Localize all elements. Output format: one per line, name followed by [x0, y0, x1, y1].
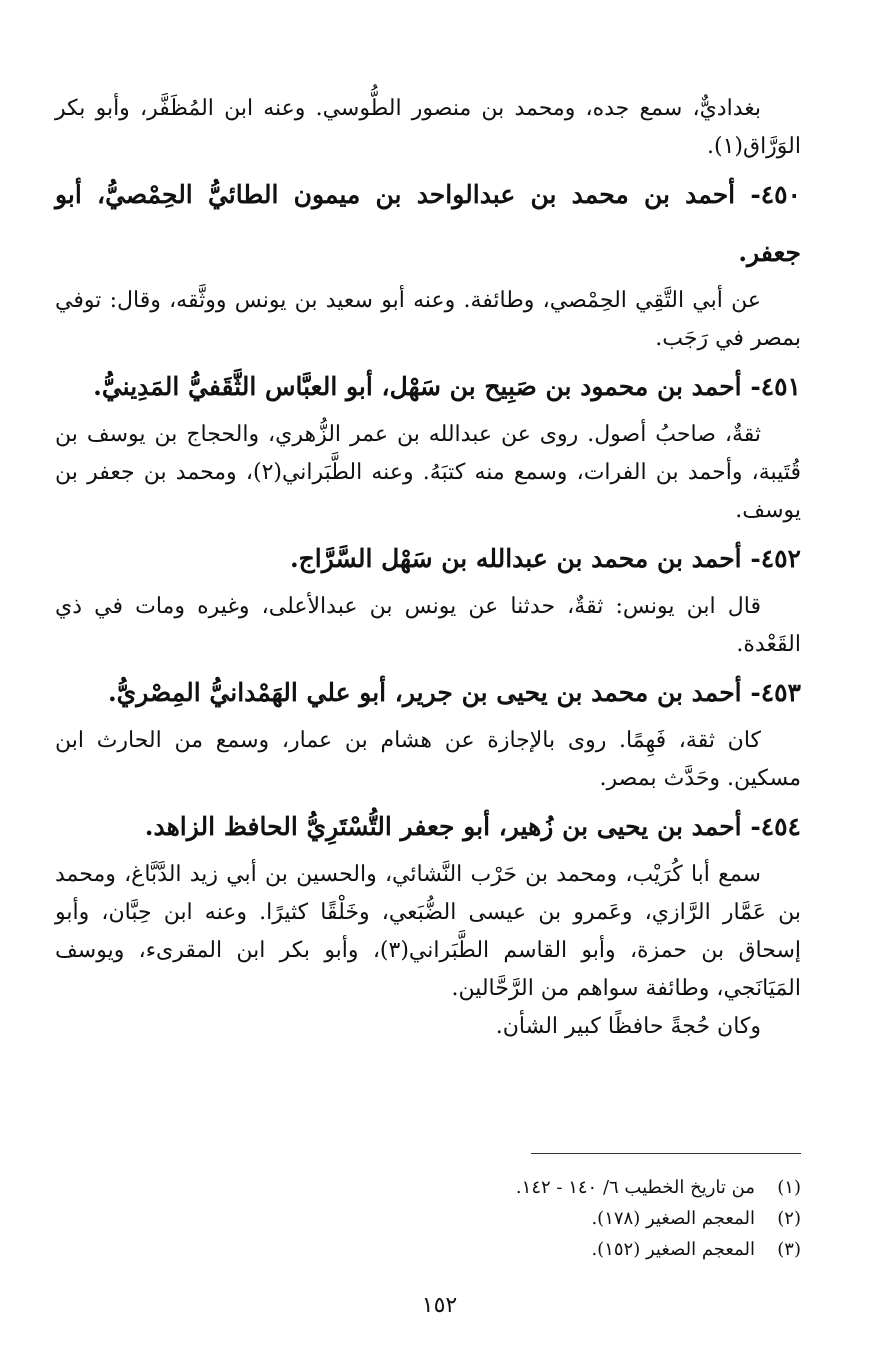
entry-453-text: كان ثقة، فَهِمًا. روى بالإجازة عن هشام بن عمار، وسمع من الحارث ابن مسكين. وحَدَّث بمصر.: [55, 728, 801, 791]
footnotes: [301, 1172, 801, 1265]
entry-453-heading: ٤٥٣- أحمد بن محمد بن يحيى بن جرير، أبو علي الهَمْدانيُّ المِصْريُّ.: [107, 678, 801, 707]
entry-454-heading: ٤٥٤- أحمد بن يحيى بن زُهير، أبو جعفر التُّسْتَرِيُّ الحافظ الزاهد.: [144, 812, 801, 841]
entry-450-heading: ٤٥٠- أحمد بن محمد بن عبدالواحد بن ميمون الطائيُّ الحِمْصيُّ، أبو جعفر.: [55, 180, 801, 267]
footnote-text: المعجم الصغير (١٥٢).: [591, 1239, 755, 1260]
footnote-number: (٢): [777, 1208, 801, 1229]
footnote-text: المعجم الصغير (١٧٨).: [591, 1208, 755, 1229]
entry-452-text: قال ابن يونس: ثقةٌ، حدثنا عن يونس بن عبدالأعلى، وغيره ومات في ذي القَعْدة.: [55, 594, 801, 657]
entry-452-heading: ٤٥٢- أحمد بن محمد بن عبدالله بن سَهْل السَّرَّاج.: [289, 544, 801, 573]
footnote-text: من تاريخ الخطيب ٦/ ١٤٠ - ١٤٢.: [515, 1177, 755, 1198]
footnote-number: (٣): [777, 1239, 801, 1260]
entry-451-text: ثقةٌ، صاحبُ أصول. روى عن عبدالله بن عمر الزُّهري، والحجاج بن يوسف بن قُتَيبة، وأحمد بن الفرات، وسمع منه كتبَهُ. وعنه الطَّبَراني(٢)، ومحمد بن جعفر بن يوسف.: [55, 422, 801, 523]
footnote-2: [301, 1203, 801, 1234]
footnote-divider: [531, 1153, 801, 1154]
footnote-3: [301, 1234, 801, 1265]
entry-454-closing: وكان حُجةً حافظًا كبير الشأن.: [495, 1014, 761, 1039]
entry-449-continuation: بغداديٌّ، سمع جده، ومحمد بن منصور الطُّوسي. وعنه ابن المُظَفَّر، وأبو بكر الوَرَّاق(١).: [55, 96, 801, 159]
footnote-number: (١): [777, 1177, 801, 1198]
entry-450-text: عن أبي التَّقِي الحِمْصي، وطائفة. وعنه أبو سعيد بن يونس ووثَّقه، وقال: توفي بمصر في رَجَب.: [55, 288, 801, 351]
footnote-1: [301, 1172, 801, 1203]
entry-451-heading: ٤٥١- أحمد بن محمود بن صَبِيح بن سَهْل، أبو العبَّاس الثَّقَفيُّ المَدِينيُّ.: [93, 372, 801, 401]
entry-454-text: سمع أبا كُرَيْب، ومحمد بن حَرْب النَّشائي، والحسين بن أبي زيد الدَّبَّاغ، ومحمد بن عَمَّار الرَّازي، وعَمرو بن عيسى الضُّبَعي، وخَلْقًا كثيرًا. وعنه ابن حِبَّان، وأبو إسحاق بن حمزة، وأبو القاسم الطَّبَراني(٣)، وأبو بكر ابن المقرىء، ويوسف المَيَانَجي، وطائفة سواهم من الرَّحَّالين.: [55, 862, 801, 1001]
page-number: ١٥٢: [421, 1293, 458, 1318]
page-body: [55, 90, 801, 1046]
